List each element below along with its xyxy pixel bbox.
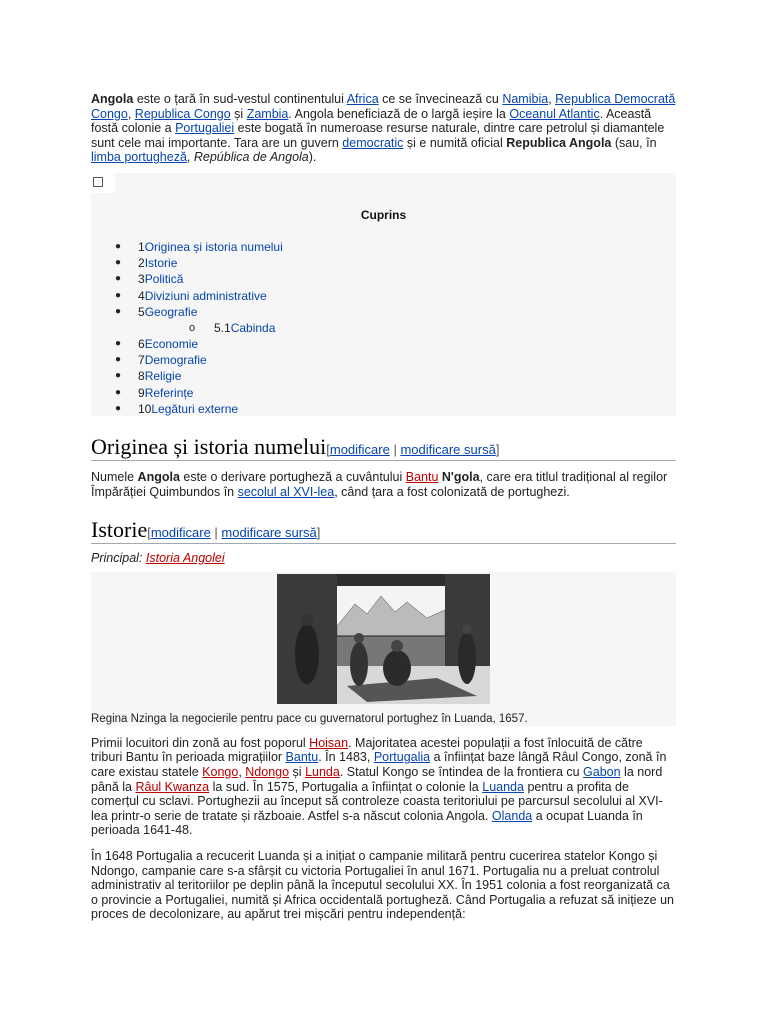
text-run: (sau, în [611,135,657,150]
toc-link[interactable]: Economie [144,337,199,352]
toc-item[interactable] [113,352,283,368]
text-run: a ocupat Luanda în perioada 1641-48. [91,808,643,838]
text-run: la nord până la [91,764,663,794]
edit-links: [modificare | modificare sursă] [326,441,500,457]
toc-item[interactable] [113,385,283,401]
intro-paragraph [91,92,676,165]
toc-item[interactable] [113,239,283,255]
wiki-link[interactable]: Republica Congo [134,106,231,121]
bullet-icon: ● [115,338,122,350]
hatnote-label: Principal: [91,551,146,566]
text-run: pentru a profita de comerțul cu sclavi. Portughezii au început să controleze coasta teritoriului pe parcursul secolului al XVI-lea printr-o serie de tratate și războaie. Astfel s-a născut colonia Angola. [91,779,663,823]
wiki-link[interactable]: Lunda [305,764,340,779]
bold-text: Republica Angola [506,135,612,150]
text-run: , [186,150,194,165]
text-run: Primii locuitori din zonă au fost poporul [91,735,310,750]
bold-text: Angola [137,469,180,484]
main-article-hatnote [91,551,676,566]
toc-number: 2 [138,256,145,271]
toc-link[interactable]: Legături externe [151,401,239,416]
text-run: , care era titlul tradițional al regilor Împărăției Quimbundos în [91,469,668,499]
text-run: este o derivare portugheză a cuvântului [179,469,406,484]
toc-item[interactable] [113,288,283,304]
bullet-icon: ● [115,289,122,301]
text-run: . Statul Kongo se întindea de la frontiera cu [339,764,584,779]
edit-links: [modificare | modificare sursă] [147,525,321,541]
bullet-icon: ● [115,370,122,382]
text-run: . În 1483, [318,750,374,765]
toc-link[interactable]: Originea și istoria numelui [144,239,283,254]
figure-caption: Regina Nzinga la negocierile pentru pace cu guvernatorul portughez în Luanda, 1657. [91,712,528,725]
toc-number: 5 [138,304,145,319]
toc-link[interactable]: Cabinda [230,320,276,335]
edit-source-link[interactable]: modificare sursă [400,441,496,457]
bold-text: N'gola [441,469,480,484]
text-run: și [289,764,306,779]
toc-number: 6 [138,337,145,352]
text-run: . Angola beneficiază de o largă ieșire la [288,106,510,121]
figure-nzinga [91,572,676,726]
bullet-icon: ● [115,354,122,366]
toc-number: 4 [138,288,145,303]
article-body [91,92,676,922]
toc-number: 8 [138,369,145,384]
toc-item[interactable] [113,368,283,384]
edit-link[interactable]: modificare [329,441,390,457]
edit-link[interactable]: modificare [150,525,211,541]
wiki-link[interactable]: Zambia [246,106,289,121]
text-run: și [230,106,247,121]
bullet-icon: ● [115,273,122,285]
text-run: , [238,764,246,779]
text-run: a înființat baze lângă Râul Congo, zonă în care existau statele [91,750,667,779]
wiki-link[interactable]: secolul al XVI-lea [237,484,335,499]
toc-item[interactable] [113,401,283,417]
toc-item[interactable] [113,336,283,352]
toc-link[interactable]: Geografie [144,304,198,319]
toc-link[interactable]: Referințe [144,385,194,400]
toc-link[interactable]: Religie [144,369,182,384]
text-run: ). [308,150,317,165]
toc-toggle-checkbox[interactable] [93,177,103,187]
text-run: , [127,106,135,121]
toc-item[interactable] [113,304,283,320]
wiki-link[interactable]: Bantu [285,750,319,765]
toc-link[interactable]: Diviziuni administrative [144,288,267,303]
toc-link[interactable]: Demografie [144,353,207,368]
bullet-icon: ● [115,386,122,398]
wiki-link[interactable]: democratic [342,135,404,150]
wiki-link[interactable]: Oceanul Atlantic [509,106,600,121]
bullet-icon: ● [115,402,122,414]
section-heading-origin [91,434,676,461]
text-run: la sud. În 1575, Portugalia a înființat o colonie la [209,779,483,794]
text-run: . Această fostă colonie a [91,106,652,136]
wiki-link[interactable]: Kongo [202,764,239,779]
wiki-link[interactable]: Râul Kwanza [135,779,210,794]
text-run: , când țara a fost colonizată de portughezi. [334,484,570,499]
toc-number: 3 [138,272,145,287]
wiki-link[interactable]: Africa [346,92,379,106]
toc-item[interactable] [113,255,283,271]
text-run: este o țară în sud-vestul continentului [133,92,347,106]
toc-number: 9 [138,385,145,400]
wiki-link[interactable]: limba portugheză [91,150,187,165]
history-paragraph-1 [91,736,676,838]
section-heading-history [91,517,676,544]
text-run: ce se învecinează cu [378,92,503,106]
bold-text: Angola [91,92,134,106]
section-title: Originea și istoria numelui [91,433,327,459]
toc-number: 10 [138,401,152,416]
engraving-image[interactable] [277,574,490,704]
text-run: și e numită oficial [403,135,507,150]
text-run: Numele [91,469,138,484]
edit-source-link[interactable]: modificare sursă [221,525,317,541]
wiki-link[interactable]: Portugalia [373,750,431,765]
main-article-link[interactable]: Istoria Angolei [145,551,225,566]
bullet-icon: o [189,321,196,334]
toc-link[interactable]: Istorie [144,256,178,271]
history-paragraph-2: În 1648 Portugalia a recucerit Luanda și a inițiat o campanie militară pentru cucerirea statelor Kongo și Ndongo, campanie care s-a sfârșit cu victoria Portugaliei în anul 1671. Portugalia nu a preluat controlul administrativ al teritoriilor pe deplin până la începutul secolului XX. În 1951 colonia a fost reorganizată ca o provincie a Portugaliei, numită și Africa occidentală portugheză. Când Portugalia a refuzat să inițieze un proces de decolonizare, au apărut trei mișcări pentru independență: [91,848,674,922]
toc-number: 5.1 [214,320,231,335]
text-run: , [548,92,556,106]
toc-title: Cuprins [360,207,407,222]
toc-item[interactable] [113,271,283,287]
bullet-icon: ● [115,305,122,317]
text-run: este bogată în numeroase resurse naturale, dintre care petrolul și diamantele sunt cele mai importante. Tara are un guvern [91,121,665,150]
origin-paragraph [91,470,676,499]
wiki-link[interactable]: Gabon [583,764,621,779]
wiki-link[interactable]: Luanda [482,779,524,794]
wiki-link[interactable]: Bantu [405,469,439,484]
toc-number: 1 [138,239,145,254]
bullet-icon: ● [115,240,122,252]
bullet-icon: ● [115,257,122,269]
wiki-link[interactable]: Ndongo [245,764,290,779]
text-run: . Majoritatea acestei populații a fost înlocuită de către triburi Bantu în perioada migrațiilor [91,735,643,765]
wiki-link[interactable]: Hoisan [309,735,349,750]
wiki-link[interactable]: Portugaliei [175,121,235,136]
toc-number: 7 [138,353,145,368]
section-title: Istorie [91,517,148,543]
wiki-link[interactable]: Olanda [491,808,533,823]
toc-link[interactable]: Politică [144,272,184,287]
wiki-link[interactable]: Namibia [502,92,549,106]
table-of-contents [91,173,676,416]
wiki-link[interactable]: Republica Democrată Congo [91,92,676,121]
toc-list [113,239,283,417]
italic-text: República de Angola [193,150,309,165]
toc-item[interactable] [113,320,283,336]
